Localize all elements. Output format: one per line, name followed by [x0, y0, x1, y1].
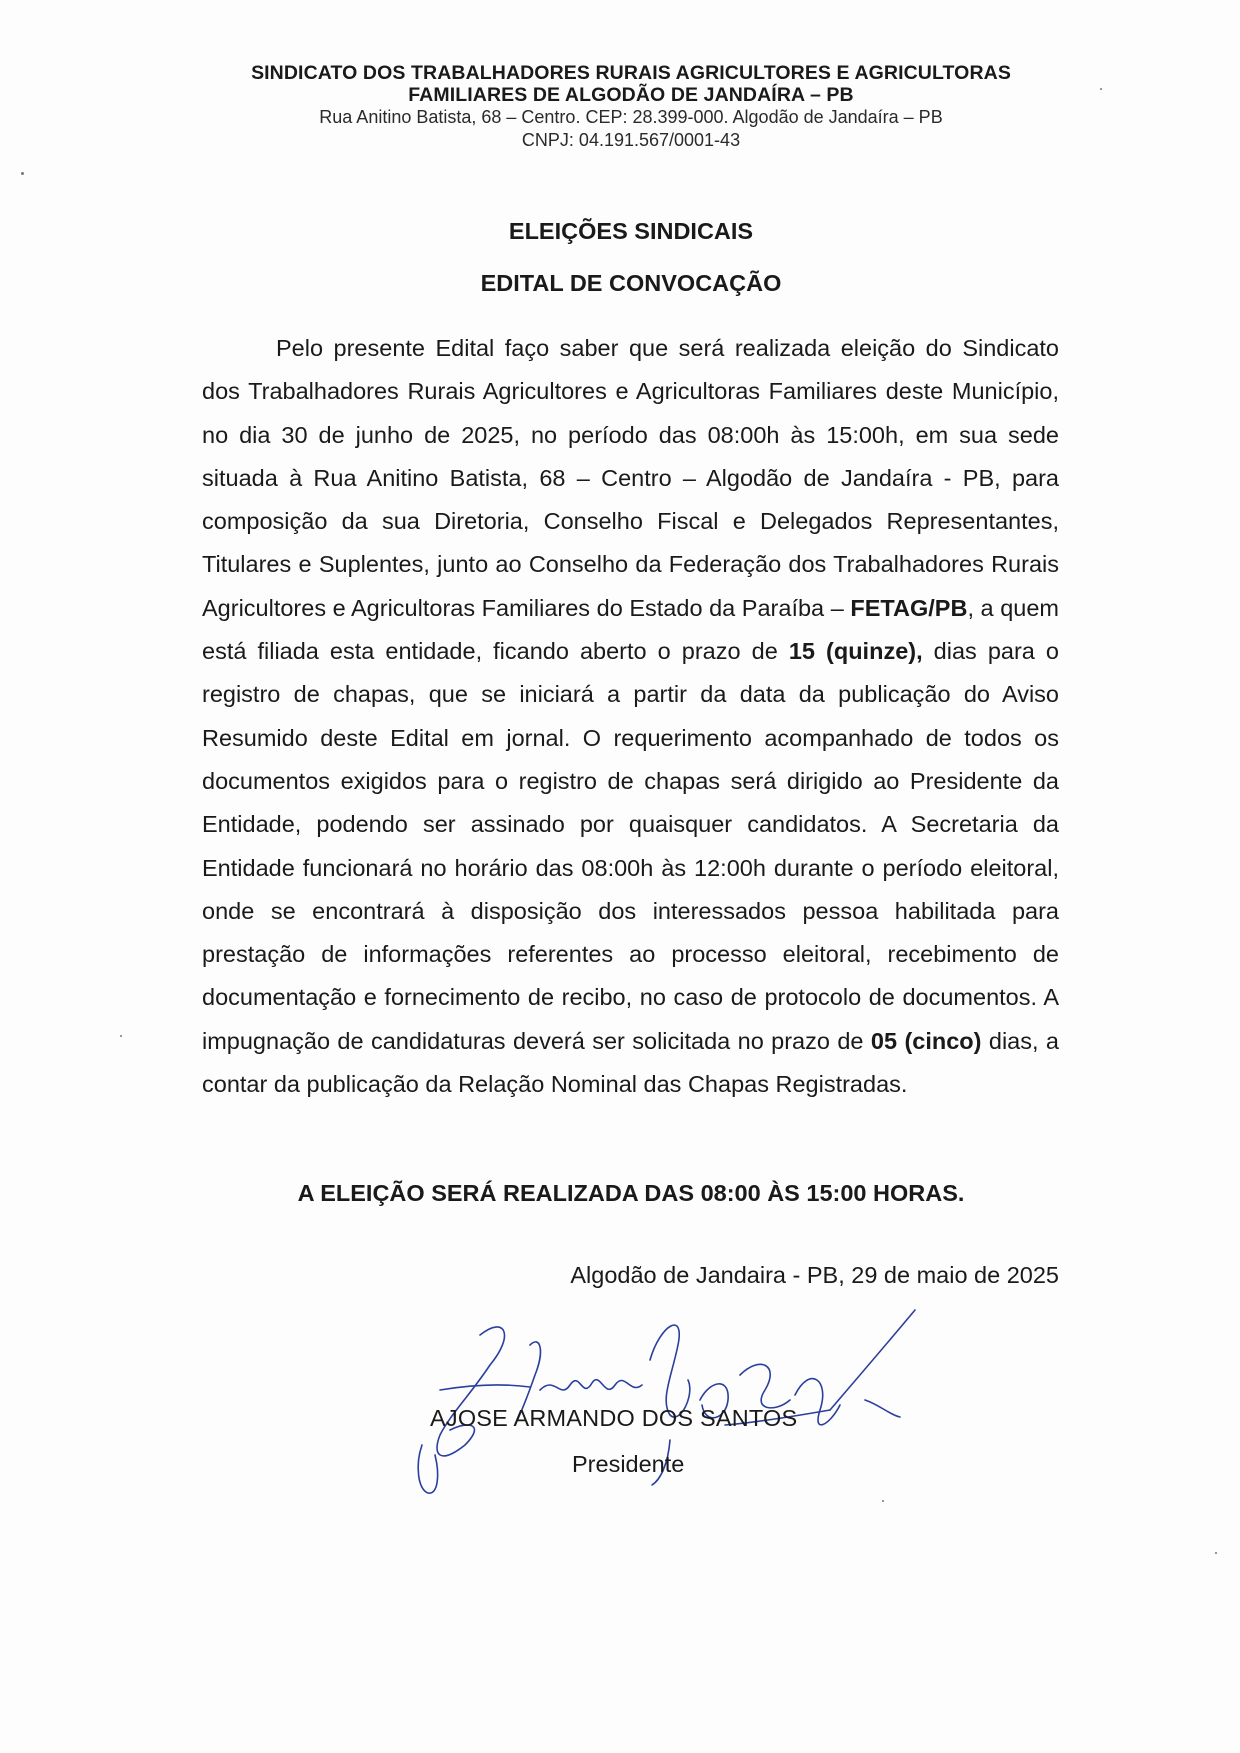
org-address: Rua Anitino Batista, 68 – Centro. CEP: 28.399-000. Algodão de Jandaíra – PB [319, 107, 943, 127]
org-name-line1: SINDICATO DOS TRABALHADORES RURAIS AGRICULTORES E AGRICULTORAS [251, 62, 1011, 84]
place-and-date: Algodão de Jandaira - PB, 29 de maio de 2025 [570, 1262, 1059, 1288]
signer-role: Presidente [572, 1451, 685, 1477]
body-text-part4: dias, a contar da publicação da Relação Nominal das Chapas Registradas. [202, 1027, 1059, 1098]
document-subtitle: EDITAL DE CONVOCAÇÃO [480, 270, 782, 296]
org-name-line2: FAMILIARES DE ALGODÃO DE JANDAÍRA – PB [408, 84, 854, 106]
scan-speck [21, 172, 24, 175]
scan-speck [120, 1035, 122, 1037]
letterhead [0, 62, 1240, 152]
body-bold-deadline: 15 (quinze), [788, 638, 923, 665]
body-bold-impugnation-deadline: 05 (cinco) [870, 1027, 982, 1054]
document-title: ELEIÇÕES SINDICAIS [508, 218, 754, 244]
body-text-part2: , a quem está filiada esta entidade, ficando aberto o prazo de [202, 594, 1059, 665]
scan-speck [882, 1500, 884, 1502]
scan-speck [1100, 88, 1102, 90]
edital-body-paragraph [202, 327, 1059, 1106]
body-text-part1: Pelo presente Edital faço saber que será realizada eleição do Sindicato dos Trabalhadores Rurais Agricultores e Agricultoras Familiares deste Município, no dia 30 de junho de 2025, no período das 08:00h às 15:00h, em sua sede situada à Rua Anitino Batista, 68 – Centro – Algodão de Jandaíra - PB, para composição da sua Diretoria, Conselho Fiscal e Delegados Representantes, Titulares e Suplentes, junto ao Conselho da Federação dos Trabalhadores Rurais Agricultores e Agricultoras Familiares do Estado da Paraíba – [202, 335, 1059, 621]
body-bold-fetag: FETAG/PB [850, 594, 968, 621]
body-text-part3: dias para o registro de chapas, que se iniciará a partir da data da publicação do Aviso Resumido deste Edital em jornal. O requerimento acompanhado de todos os documentos exigidos para o registro de chapas será dirigido ao Presidente da Entidade, podendo ser assinado por quaisquer candidatos. A Secretaria da Entidade funcionará no horário das 08:00h às 12:00h durante o período eleitoral, onde se encontrará à disposição dos interessados pessoa habilitada para prestação de informações referentes ao processo eleitoral, recebimento de documentação e fornecimento de recibo, no caso de protocolo de documentos. A impugnação de candidaturas deverá ser solicitada no prazo de [202, 638, 1059, 1054]
scan-speck [1215, 1552, 1217, 1554]
election-hours-statement: A ELEIÇÃO SERÁ REALIZADA DAS 08:00 ÀS 15:00 HORAS. [297, 1180, 965, 1206]
org-cnpj: CNPJ: 04.191.567/0001-43 [521, 130, 741, 150]
signer-name: AJOSE ARMANDO DOS SANTOS [430, 1405, 798, 1431]
